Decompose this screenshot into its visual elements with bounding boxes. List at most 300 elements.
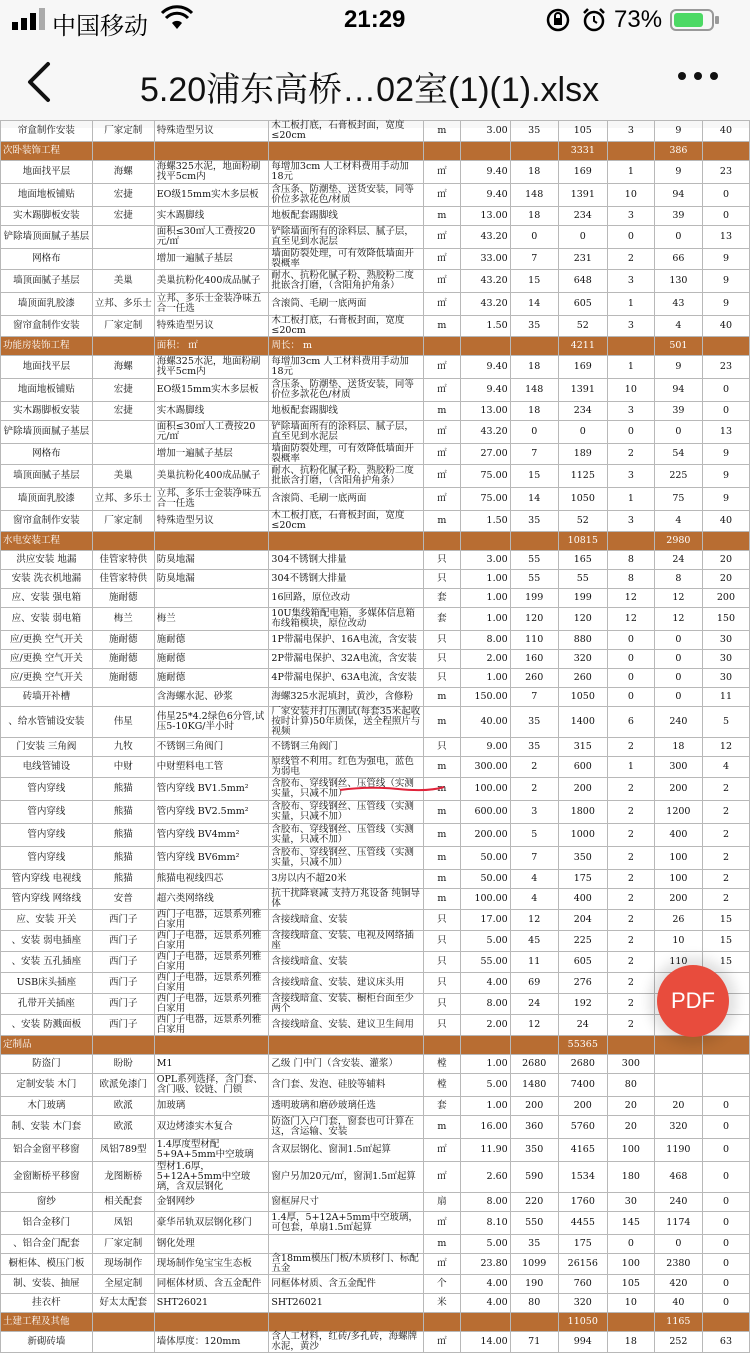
table-cell[interactable]: 55 bbox=[510, 551, 558, 570]
table-cell[interactable]: 周长： m bbox=[269, 337, 423, 356]
table-cell[interactable]: 199 bbox=[558, 589, 607, 608]
table-cell[interactable] bbox=[92, 532, 154, 551]
table-cell[interactable]: 18 bbox=[510, 402, 558, 421]
table-cell[interactable]: 55 bbox=[558, 570, 607, 589]
table-cell[interactable]: 43.20 bbox=[461, 421, 511, 444]
table-cell[interactable]: 0 bbox=[607, 688, 654, 707]
table-cell[interactable]: 30 bbox=[702, 669, 749, 688]
table-cell[interactable]: 0 bbox=[607, 631, 654, 650]
table-cell[interactable]: 15 bbox=[702, 931, 749, 952]
table-cell[interactable]: 320 bbox=[558, 1294, 607, 1313]
table-cell[interactable]: 孔带开关插座 bbox=[1, 994, 93, 1015]
table-cell[interactable]: 605 bbox=[558, 952, 607, 973]
table-cell[interactable]: 5 bbox=[510, 824, 558, 847]
table-cell[interactable]: 120 bbox=[558, 608, 607, 631]
table-cell[interactable]: 3 bbox=[607, 270, 654, 293]
table-cell[interactable]: 1 bbox=[607, 293, 654, 316]
table-cell[interactable]: 扇 bbox=[423, 1193, 460, 1212]
table-cell[interactable]: 1000 bbox=[558, 824, 607, 847]
table-cell[interactable] bbox=[607, 337, 654, 356]
table-cell[interactable]: 199 bbox=[510, 589, 558, 608]
table-cell[interactable]: 西门子电器，远景系列雅白家用 bbox=[154, 973, 269, 994]
table-cell[interactable]: 墙顶面腻子基层 bbox=[1, 270, 93, 293]
table-cell[interactable]: 木门玻璃 bbox=[1, 1097, 93, 1116]
table-cell[interactable]: 欧派免漆门 bbox=[92, 1074, 154, 1097]
table-cell[interactable]: 管内穿线 bbox=[1, 778, 93, 801]
table-cell[interactable]: 铝合金窗平移窗 bbox=[1, 1139, 93, 1162]
table-cell[interactable] bbox=[607, 532, 654, 551]
table-cell[interactable]: 9.40 bbox=[461, 161, 511, 184]
table-cell[interactable]: 33.00 bbox=[461, 249, 511, 270]
table-cell[interactable]: 30 bbox=[607, 1193, 654, 1212]
table-cell[interactable]: 管内穿线 BV4mm² bbox=[154, 824, 269, 847]
table-cell[interactable]: 中财 bbox=[92, 757, 154, 778]
table-cell[interactable]: 0 bbox=[607, 1235, 654, 1254]
table-cell[interactable]: 含胶布、穿线钢丝、压管线（实测实量，只减不加） bbox=[269, 778, 423, 801]
table-cell[interactable]: 11 bbox=[702, 688, 749, 707]
table-cell[interactable] bbox=[461, 1313, 511, 1332]
table-cell[interactable]: 12 bbox=[510, 910, 558, 931]
table-cell[interactable]: 2680 bbox=[510, 1055, 558, 1074]
table-cell[interactable]: 320 bbox=[558, 650, 607, 669]
table-cell[interactable]: 2.00 bbox=[461, 1015, 511, 1036]
export-pdf-button[interactable]: PDF bbox=[657, 965, 729, 1037]
table-cell[interactable]: 130 bbox=[654, 270, 702, 293]
table-cell[interactable]: 468 bbox=[654, 1162, 702, 1193]
table-cell[interactable]: 4.00 bbox=[461, 973, 511, 994]
table-cell[interactable]: 双边烤漆实木复合 bbox=[154, 1116, 269, 1139]
table-cell[interactable]: 30 bbox=[702, 650, 749, 669]
table-cell[interactable]: 7 bbox=[510, 688, 558, 707]
table-cell[interactable]: 9.40 bbox=[461, 356, 511, 379]
table-cell[interactable]: 不锈钢三角阀门 bbox=[269, 738, 423, 757]
table-cell[interactable]: 厂家安装并打压测试(每套35米起收按时计算)50年质保，送全程照片与视频 bbox=[269, 707, 423, 738]
table-cell[interactable]: ㎡ bbox=[423, 161, 460, 184]
table-cell[interactable]: 18 bbox=[510, 161, 558, 184]
table-cell[interactable]: 每增加3cm 人工材料费用手动加18元 bbox=[269, 161, 423, 184]
table-cell[interactable]: 4 bbox=[654, 511, 702, 532]
table-cell[interactable]: 同框体材质、含五金配件 bbox=[154, 1275, 269, 1294]
table-cell[interactable]: 80 bbox=[607, 1074, 654, 1097]
table-cell[interactable]: ㎡ bbox=[423, 270, 460, 293]
table-cell[interactable] bbox=[702, 1055, 749, 1074]
table-cell[interactable]: 应、安装 弱电箱 bbox=[1, 608, 93, 631]
table-cell[interactable]: 165 bbox=[558, 551, 607, 570]
table-cell[interactable] bbox=[92, 1313, 154, 1332]
table-cell[interactable]: 中财塑料电工管 bbox=[154, 757, 269, 778]
table-cell[interactable]: 100 bbox=[607, 1139, 654, 1162]
table-cell[interactable]: 169 bbox=[558, 161, 607, 184]
table-cell[interactable]: 梅兰 bbox=[154, 608, 269, 631]
table-cell[interactable]: 美巢抗粉化400成品腻子 bbox=[154, 465, 269, 488]
table-cell[interactable]: 宏捷 bbox=[92, 207, 154, 226]
table-cell[interactable]: ㎡ bbox=[423, 444, 460, 465]
table-cell[interactable]: 西门子 bbox=[92, 1015, 154, 1036]
table-cell[interactable]: 4165 bbox=[558, 1139, 607, 1162]
table-cell[interactable]: 含人工材料，红砖/多孔砖，海螺牌水泥，黄沙 bbox=[269, 1332, 423, 1353]
table-cell[interactable]: 192 bbox=[558, 994, 607, 1015]
table-cell[interactable]: 立邦、多乐士金装净味五合一任选 bbox=[154, 293, 269, 316]
table-cell[interactable]: 2 bbox=[607, 910, 654, 931]
table-cell[interactable]: 40 bbox=[702, 121, 749, 142]
table-cell[interactable] bbox=[461, 1036, 511, 1055]
table-cell[interactable]: 1050 bbox=[558, 688, 607, 707]
table-cell[interactable]: 605 bbox=[558, 293, 607, 316]
table-cell[interactable]: m bbox=[423, 870, 460, 889]
table-cell[interactable]: 0 bbox=[607, 421, 654, 444]
table-cell[interactable]: 美巢 bbox=[92, 270, 154, 293]
table-cell[interactable] bbox=[510, 142, 558, 161]
table-cell[interactable]: 1 bbox=[607, 488, 654, 511]
table-cell[interactable]: 12 bbox=[607, 589, 654, 608]
table-cell[interactable]: 2 bbox=[607, 994, 654, 1015]
table-cell[interactable]: 24 bbox=[558, 1015, 607, 1036]
table-cell[interactable]: 2380 bbox=[654, 1254, 702, 1275]
table-cell[interactable]: ㎡ bbox=[423, 1212, 460, 1235]
table-cell[interactable]: 1 bbox=[607, 757, 654, 778]
table-cell[interactable]: 4 bbox=[510, 889, 558, 910]
table-cell[interactable]: 0 bbox=[702, 1294, 749, 1313]
table-cell[interactable]: 501 bbox=[654, 337, 702, 356]
table-cell[interactable]: 120 bbox=[510, 608, 558, 631]
table-cell[interactable]: 760 bbox=[558, 1275, 607, 1294]
table-cell[interactable]: 水电安装工程 bbox=[1, 532, 93, 551]
table-cell[interactable]: 西门子 bbox=[92, 973, 154, 994]
table-cell[interactable]: 4211 bbox=[558, 337, 607, 356]
table-cell[interactable] bbox=[702, 337, 749, 356]
table-cell[interactable]: 1.00 bbox=[461, 570, 511, 589]
table-cell[interactable] bbox=[607, 1313, 654, 1332]
table-cell[interactable]: 20 bbox=[654, 1097, 702, 1116]
table-cell[interactable]: 西门子电器，远景系列雅白家用 bbox=[154, 994, 269, 1015]
table-cell[interactable]: 只 bbox=[423, 650, 460, 669]
table-cell[interactable]: 17.00 bbox=[461, 910, 511, 931]
table-cell[interactable] bbox=[510, 1036, 558, 1055]
table-cell[interactable]: 实木踢脚线 bbox=[154, 207, 269, 226]
table-cell[interactable]: 应/更换 空气开关 bbox=[1, 631, 93, 650]
table-cell[interactable]: 海螺325水泥填封，黄沙，含修粉 bbox=[269, 688, 423, 707]
table-cell[interactable]: 含海螺水泥、砂浆 bbox=[154, 688, 269, 707]
table-cell[interactable] bbox=[461, 142, 511, 161]
table-cell[interactable]: 4.00 bbox=[461, 1275, 511, 1294]
table-cell[interactable]: 熊猫 bbox=[92, 778, 154, 801]
table-cell[interactable]: 200 bbox=[654, 778, 702, 801]
table-cell[interactable]: 52 bbox=[558, 316, 607, 337]
table-cell[interactable]: 豪华吊轨双层钢化移门 bbox=[154, 1212, 269, 1235]
table-cell[interactable]: 应/更换 空气开关 bbox=[1, 669, 93, 688]
table-cell[interactable]: 每增加3cm 人工材料费用手动加18元 bbox=[269, 356, 423, 379]
table-cell[interactable]: 39 bbox=[654, 207, 702, 226]
table-cell[interactable]: 2 bbox=[607, 824, 654, 847]
table-cell[interactable]: m bbox=[423, 207, 460, 226]
table-cell[interactable]: 7400 bbox=[558, 1074, 607, 1097]
table-cell[interactable]: 厂家定制 bbox=[92, 1235, 154, 1254]
table-cell[interactable]: 含接线暗盒、安装 bbox=[269, 910, 423, 931]
table-cell[interactable]: M1 bbox=[154, 1055, 269, 1074]
table-cell[interactable]: 铲除墙面所有的涂料层、腻子层，直至见到水泥层 bbox=[269, 421, 423, 444]
table-cell[interactable]: 含双层钢化、窗洞1.5㎡起算 bbox=[269, 1139, 423, 1162]
table-cell[interactable]: 含压条、防潮垫、送货安装，同等价位多款花色/材质 bbox=[269, 379, 423, 402]
table-cell[interactable]: 超六类网络线 bbox=[154, 889, 269, 910]
table-cell[interactable]: 管内穿线 bbox=[1, 801, 93, 824]
table-cell[interactable]: 3331 bbox=[558, 142, 607, 161]
table-cell[interactable] bbox=[269, 1036, 423, 1055]
table-cell[interactable]: ㎡ bbox=[423, 488, 460, 511]
table-cell[interactable]: 立邦、多乐士金装净味五合一任选 bbox=[154, 488, 269, 511]
table-cell[interactable]: 地面找平层 bbox=[1, 161, 93, 184]
table-cell[interactable]: 2 bbox=[607, 931, 654, 952]
table-cell[interactable]: 0 bbox=[702, 1193, 749, 1212]
table-cell[interactable]: 套 bbox=[423, 608, 460, 631]
table-cell[interactable]: 0 bbox=[702, 1212, 749, 1235]
table-cell[interactable]: 9 bbox=[654, 121, 702, 142]
table-cell[interactable]: 含接线暗盒、安装、建议床头用 bbox=[269, 973, 423, 994]
table-cell[interactable]: 35 bbox=[510, 1235, 558, 1254]
table-cell[interactable]: 西门子电器，远景系列雅白家用 bbox=[154, 910, 269, 931]
table-cell[interactable]: m bbox=[423, 801, 460, 824]
table-cell[interactable]: ㎡ bbox=[423, 379, 460, 402]
table-cell[interactable]: 75.00 bbox=[461, 465, 511, 488]
table-cell[interactable]: 含胶布、穿线钢丝、压管线（实测实量，只减不加） bbox=[269, 847, 423, 870]
table-cell[interactable] bbox=[92, 444, 154, 465]
table-cell[interactable]: 应、安装 开关 bbox=[1, 910, 93, 931]
back-button[interactable] bbox=[24, 60, 64, 110]
table-cell[interactable]: 只 bbox=[423, 570, 460, 589]
table-cell[interactable]: 西门子电器，远景系列雅白家用 bbox=[154, 952, 269, 973]
table-cell[interactable]: 2 bbox=[702, 847, 749, 870]
table-cell[interactable] bbox=[269, 532, 423, 551]
table-cell[interactable]: 260 bbox=[510, 669, 558, 688]
table-cell[interactable]: 2 bbox=[607, 889, 654, 910]
table-cell[interactable]: 含18mm模压门板/木质移门、标配五金 bbox=[269, 1254, 423, 1275]
table-cell[interactable]: 含门套、发泡、硅胶等辅料 bbox=[269, 1074, 423, 1097]
table-cell[interactable]: 1190 bbox=[654, 1139, 702, 1162]
table-cell[interactable]: 0 bbox=[702, 1139, 749, 1162]
table-cell[interactable]: 制、安装、抽屉 bbox=[1, 1275, 93, 1294]
table-cell[interactable]: 墙顶面乳胶漆 bbox=[1, 293, 93, 316]
table-cell[interactable]: 105 bbox=[558, 121, 607, 142]
table-cell[interactable]: 增加一遍腻子基层 bbox=[154, 444, 269, 465]
table-cell[interactable]: 4 bbox=[702, 757, 749, 778]
table-cell[interactable]: 160 bbox=[510, 650, 558, 669]
table-cell[interactable]: 24 bbox=[510, 994, 558, 1015]
table-cell[interactable]: 100.00 bbox=[461, 778, 511, 801]
table-cell[interactable]: 13.00 bbox=[461, 402, 511, 421]
table-cell[interactable]: 35 bbox=[510, 707, 558, 738]
table-cell[interactable]: 1099 bbox=[510, 1254, 558, 1275]
table-cell[interactable]: 面积： ㎡ bbox=[154, 337, 269, 356]
table-cell[interactable]: 地板配套踢脚线 bbox=[269, 402, 423, 421]
table-cell[interactable]: 8 bbox=[607, 551, 654, 570]
table-cell[interactable]: 23 bbox=[702, 356, 749, 379]
table-cell[interactable]: 1174 bbox=[654, 1212, 702, 1235]
table-cell[interactable]: 0 bbox=[558, 226, 607, 249]
table-cell[interactable]: 2.00 bbox=[461, 650, 511, 669]
table-cell[interactable]: 12 bbox=[510, 1015, 558, 1036]
table-cell[interactable] bbox=[654, 1074, 702, 1097]
table-cell[interactable] bbox=[269, 1313, 423, 1332]
table-cell[interactable]: 12 bbox=[702, 738, 749, 757]
table-cell[interactable]: 2980 bbox=[654, 532, 702, 551]
table-cell[interactable]: 8 bbox=[607, 570, 654, 589]
table-cell[interactable]: 10815 bbox=[558, 532, 607, 551]
table-cell[interactable]: 2.60 bbox=[461, 1162, 511, 1193]
table-cell[interactable]: 特殊造型另议 bbox=[154, 316, 269, 337]
table-cell[interactable] bbox=[461, 337, 511, 356]
table-cell[interactable]: 实木踢脚线 bbox=[154, 402, 269, 421]
table-cell[interactable]: 0 bbox=[654, 631, 702, 650]
table-cell[interactable]: 8.00 bbox=[461, 631, 511, 650]
table-cell[interactable]: 含接线暗盒、安装、电视及网络插座 bbox=[269, 931, 423, 952]
table-cell[interactable] bbox=[92, 421, 154, 444]
table-cell[interactable]: 590 bbox=[510, 1162, 558, 1193]
table-cell[interactable]: 1.4厚度型材配5+9A+5mm中空玻璃 bbox=[154, 1139, 269, 1162]
table-cell[interactable]: 含胶布、穿线钢丝、压管线（实测实量，只减不加） bbox=[269, 801, 423, 824]
table-cell[interactable]: 、铝合金门配套 bbox=[1, 1235, 93, 1254]
table-cell[interactable]: 含接线暗盒、安装 bbox=[269, 952, 423, 973]
table-cell[interactable]: 100 bbox=[654, 847, 702, 870]
table-cell[interactable]: ㎡ bbox=[423, 1332, 460, 1353]
table-cell[interactable]: 施耐德 bbox=[92, 669, 154, 688]
table-cell[interactable]: 防盗门 bbox=[1, 1055, 93, 1074]
table-cell[interactable]: 全屋定制 bbox=[92, 1275, 154, 1294]
table-cell[interactable]: 地面地板铺贴 bbox=[1, 184, 93, 207]
table-cell[interactable]: 3 bbox=[607, 121, 654, 142]
table-cell[interactable]: 75 bbox=[654, 488, 702, 511]
table-cell[interactable]: 0 bbox=[607, 226, 654, 249]
table-cell[interactable]: 木工板打底，石膏板封面，宽度≤20cm bbox=[269, 316, 423, 337]
table-cell[interactable]: 2 bbox=[607, 249, 654, 270]
table-cell[interactable]: 窗户另加20元/㎡，窗洞1.5㎡起算 bbox=[269, 1162, 423, 1193]
table-cell[interactable]: 管内穿线 电视线 bbox=[1, 870, 93, 889]
table-cell[interactable]: ㎡ bbox=[423, 1162, 460, 1193]
table-cell[interactable]: 13 bbox=[702, 226, 749, 249]
table-cell[interactable]: 994 bbox=[558, 1332, 607, 1353]
table-cell[interactable]: 含接线暗盒、安装、建议卫生间用 bbox=[269, 1015, 423, 1036]
table-cell[interactable]: 5760 bbox=[558, 1116, 607, 1139]
table-cell[interactable]: 西门子 bbox=[92, 931, 154, 952]
table-cell[interactable] bbox=[92, 226, 154, 249]
table-cell[interactable]: 43.20 bbox=[461, 293, 511, 316]
table-cell[interactable]: 75.00 bbox=[461, 488, 511, 511]
table-cell[interactable]: 西门子电器，远景系列雅白家用 bbox=[154, 1015, 269, 1036]
table-cell[interactable] bbox=[92, 1332, 154, 1353]
table-cell[interactable]: 18 bbox=[510, 207, 558, 226]
table-cell[interactable]: 5.00 bbox=[461, 1074, 511, 1097]
table-cell[interactable]: 立邦、多乐士 bbox=[92, 293, 154, 316]
table-cell[interactable]: 佳管家特供 bbox=[92, 551, 154, 570]
table-cell[interactable]: 5.00 bbox=[461, 1235, 511, 1254]
table-cell[interactable]: 2 bbox=[607, 738, 654, 757]
table-cell[interactable]: 4 bbox=[510, 870, 558, 889]
table-cell[interactable]: 9.40 bbox=[461, 184, 511, 207]
table-cell[interactable]: 148 bbox=[510, 379, 558, 402]
table-cell[interactable]: 150.00 bbox=[461, 688, 511, 707]
table-cell[interactable]: 0 bbox=[654, 226, 702, 249]
table-cell[interactable]: 420 bbox=[654, 1275, 702, 1294]
table-cell[interactable]: 12 bbox=[607, 608, 654, 631]
table-cell[interactable]: 5.00 bbox=[461, 931, 511, 952]
table-cell[interactable]: 4.00 bbox=[461, 1294, 511, 1313]
table-cell[interactable]: 35 bbox=[510, 738, 558, 757]
table-cell[interactable]: 4 bbox=[654, 316, 702, 337]
table-cell[interactable]: 特殊造型另议 bbox=[154, 121, 269, 142]
table-cell[interactable]: 35 bbox=[510, 121, 558, 142]
table-cell[interactable]: 管内穿线 BV2.5mm² bbox=[154, 801, 269, 824]
table-cell[interactable]: 2 bbox=[607, 444, 654, 465]
table-cell[interactable]: 欧派 bbox=[92, 1097, 154, 1116]
table-cell[interactable]: 30 bbox=[702, 631, 749, 650]
table-cell[interactable]: 凤铝 bbox=[92, 1212, 154, 1235]
table-cell[interactable]: 套 bbox=[423, 1097, 460, 1116]
table-cell[interactable]: 次卧装饰工程 bbox=[1, 142, 93, 161]
table-cell[interactable]: 4455 bbox=[558, 1212, 607, 1235]
table-cell[interactable]: 电线管铺设 bbox=[1, 757, 93, 778]
table-cell[interactable]: SHT26021 bbox=[154, 1294, 269, 1313]
table-cell[interactable]: 24 bbox=[654, 551, 702, 570]
table-cell[interactable]: 0 bbox=[702, 1097, 749, 1116]
table-cell[interactable]: 管内穿线 BV1.5mm² bbox=[154, 778, 269, 801]
table-cell[interactable]: 伟星25*4.2绿色6分管,试压5-10KG/半小时 bbox=[154, 707, 269, 738]
table-cell[interactable]: 1P带漏电保护、16A电流，含安装 bbox=[269, 631, 423, 650]
table-cell[interactable]: 8.10 bbox=[461, 1212, 511, 1235]
table-cell[interactable]: 0 bbox=[702, 207, 749, 226]
table-cell[interactable]: 宏捷 bbox=[92, 184, 154, 207]
table-cell[interactable]: 400 bbox=[558, 889, 607, 910]
table-cell[interactable]: 网格布 bbox=[1, 444, 93, 465]
table-cell[interactable]: 窗帘盒制作安装 bbox=[1, 316, 93, 337]
table-cell[interactable]: 231 bbox=[558, 249, 607, 270]
table-cell[interactable]: 0 bbox=[702, 1254, 749, 1275]
table-cell[interactable]: 2680 bbox=[558, 1055, 607, 1074]
table-cell[interactable]: 276 bbox=[558, 973, 607, 994]
table-cell[interactable]: 9 bbox=[654, 161, 702, 184]
table-cell[interactable]: 2 bbox=[702, 778, 749, 801]
table-cell[interactable]: 12 bbox=[654, 589, 702, 608]
table-cell[interactable]: 西门子电器，远景系列雅白家用 bbox=[154, 931, 269, 952]
table-cell[interactable]: 加玻璃 bbox=[154, 1097, 269, 1116]
table-cell[interactable]: 1760 bbox=[558, 1193, 607, 1212]
table-cell[interactable]: 洪应安装 地漏 bbox=[1, 551, 93, 570]
table-cell[interactable]: 5 bbox=[702, 707, 749, 738]
table-cell[interactable]: 7 bbox=[510, 847, 558, 870]
table-cell[interactable]: 2 bbox=[607, 870, 654, 889]
table-cell[interactable]: m bbox=[423, 688, 460, 707]
table-cell[interactable]: 26 bbox=[654, 910, 702, 931]
table-cell[interactable]: 含压条、防潮垫、送货安装，同等价位多款花色/材质 bbox=[269, 184, 423, 207]
table-cell[interactable]: 1 bbox=[607, 161, 654, 184]
table-cell[interactable]: 管内穿线 BV6mm² bbox=[154, 847, 269, 870]
table-cell[interactable]: 300 bbox=[607, 1055, 654, 1074]
table-cell[interactable]: 14.00 bbox=[461, 1332, 511, 1353]
table-cell[interactable] bbox=[269, 1235, 423, 1254]
table-cell[interactable]: 窗帘盒制作安装 bbox=[1, 511, 93, 532]
table-cell[interactable]: 防臭地漏 bbox=[154, 570, 269, 589]
table-cell[interactable]: 、安装 弱电插座 bbox=[1, 931, 93, 952]
table-cell[interactable]: 功能房装饰工程 bbox=[1, 337, 93, 356]
table-cell[interactable]: 1534 bbox=[558, 1162, 607, 1193]
more-button[interactable] bbox=[676, 56, 720, 105]
table-cell[interactable]: 只 bbox=[423, 1015, 460, 1036]
table-cell[interactable]: 网格布 bbox=[1, 249, 93, 270]
table-cell[interactable]: m bbox=[423, 1116, 460, 1139]
table-cell[interactable] bbox=[154, 532, 269, 551]
table-cell[interactable]: 200.00 bbox=[461, 824, 511, 847]
table-cell[interactable]: 200 bbox=[654, 889, 702, 910]
table-cell[interactable]: 40 bbox=[702, 511, 749, 532]
table-cell[interactable]: 94 bbox=[654, 184, 702, 207]
table-cell[interactable]: 6 bbox=[607, 707, 654, 738]
